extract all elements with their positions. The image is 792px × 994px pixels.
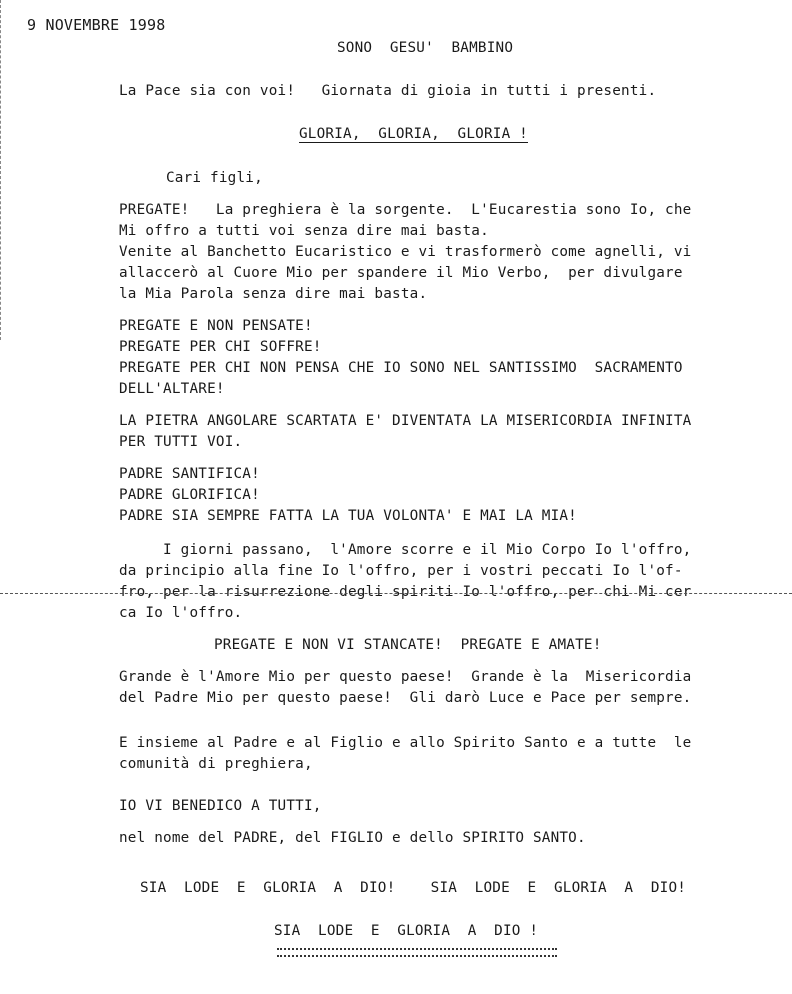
dashed-rule [0, 593, 792, 594]
text-line: PREGATE PER CHI NON PENSA CHE IO SONO NEL SANTISSIMO SACRAMENTO [119, 360, 683, 376]
text-line: E insieme al Padre e al Figlio e allo Spirito Santo e a tutte le [119, 735, 692, 751]
document-date: 9 NOVEMBRE 1998 [27, 16, 166, 34]
text-line: ca Io l'offro. [119, 605, 243, 621]
closing-line-final: SIA LODE E GLORIA A DIO ! [274, 923, 539, 939]
text-line: Grande è l'Amore Mio per questo paese! Grande è la Misericordia [119, 669, 692, 685]
text-line: PREGATE E NON PENSATE! [119, 318, 313, 334]
double-underline [277, 948, 557, 957]
text-line: I giorni passano, l'Amore scorre e il Mio Corpo Io l'offro, [119, 542, 692, 558]
text-line: PADRE SIA SEMPRE FATTA LA TUA VOLONTA' E MAI LA MIA! [119, 508, 577, 524]
text-line: Mi offro a tutti voi senza dire mai basta. [119, 223, 489, 239]
document-title: SONO GESU' BAMBINO [337, 40, 514, 56]
closing-line-double: SIA LODE E GLORIA A DIO! SIA LODE E GLORIA A DIO! [140, 880, 687, 896]
text-line: PADRE GLORIFICA! [119, 487, 260, 503]
greeting-line: La Pace sia con voi! Giornata di gioia in tutti i presenti. [119, 83, 657, 99]
text-line: PREGATE PER CHI SOFFRE! [119, 339, 322, 355]
text-line: comunità di preghiera, [119, 756, 313, 772]
text-line: allaccerò al Cuore Mio per spandere il Mio Verbo, per divulgare [119, 265, 683, 281]
text-line: DELL'ALTARE! [119, 381, 225, 397]
text-line: PER TUTTI VOI. [119, 434, 243, 450]
salutation: Cari figli, [166, 170, 263, 186]
text-line: del Padre Mio per questo paese! Gli darò Luce e Pace per sempre. [119, 690, 692, 706]
text-line: PADRE SANTIFICA! [119, 466, 260, 482]
text-line: LA PIETRA ANGOLARE SCARTATA E' DIVENTATA LA MISERICORDIA INFINITA [119, 413, 692, 429]
text-line: PREGATE! La preghiera è la sorgente. L'Eucarestia sono Io, che [119, 202, 692, 218]
nome-line: nel nome del PADRE, del FIGLIO e dello SPIRITO SANTO. [119, 830, 586, 846]
text-line: la Mia Parola senza dire mai basta. [119, 286, 428, 302]
blessing-line: IO VI BENEDICO A TUTTI, [119, 798, 322, 814]
text-line: fro, per la risurrezione degli spiriti Io l'offro, per chi Mi cer [119, 584, 692, 600]
text-line: da principio alla fine Io l'offro, per i vostri peccati Io l'of- [119, 563, 683, 579]
page-edge-marks [0, 0, 4, 340]
text-line: Venite al Banchetto Eucaristico e vi trasformerò come agnelli, vi [119, 244, 692, 260]
gloria-heading: GLORIA, GLORIA, GLORIA ! [299, 126, 528, 142]
pregate-amate-line: PREGATE E NON VI STANCATE! PREGATE E AMATE! [214, 637, 602, 653]
